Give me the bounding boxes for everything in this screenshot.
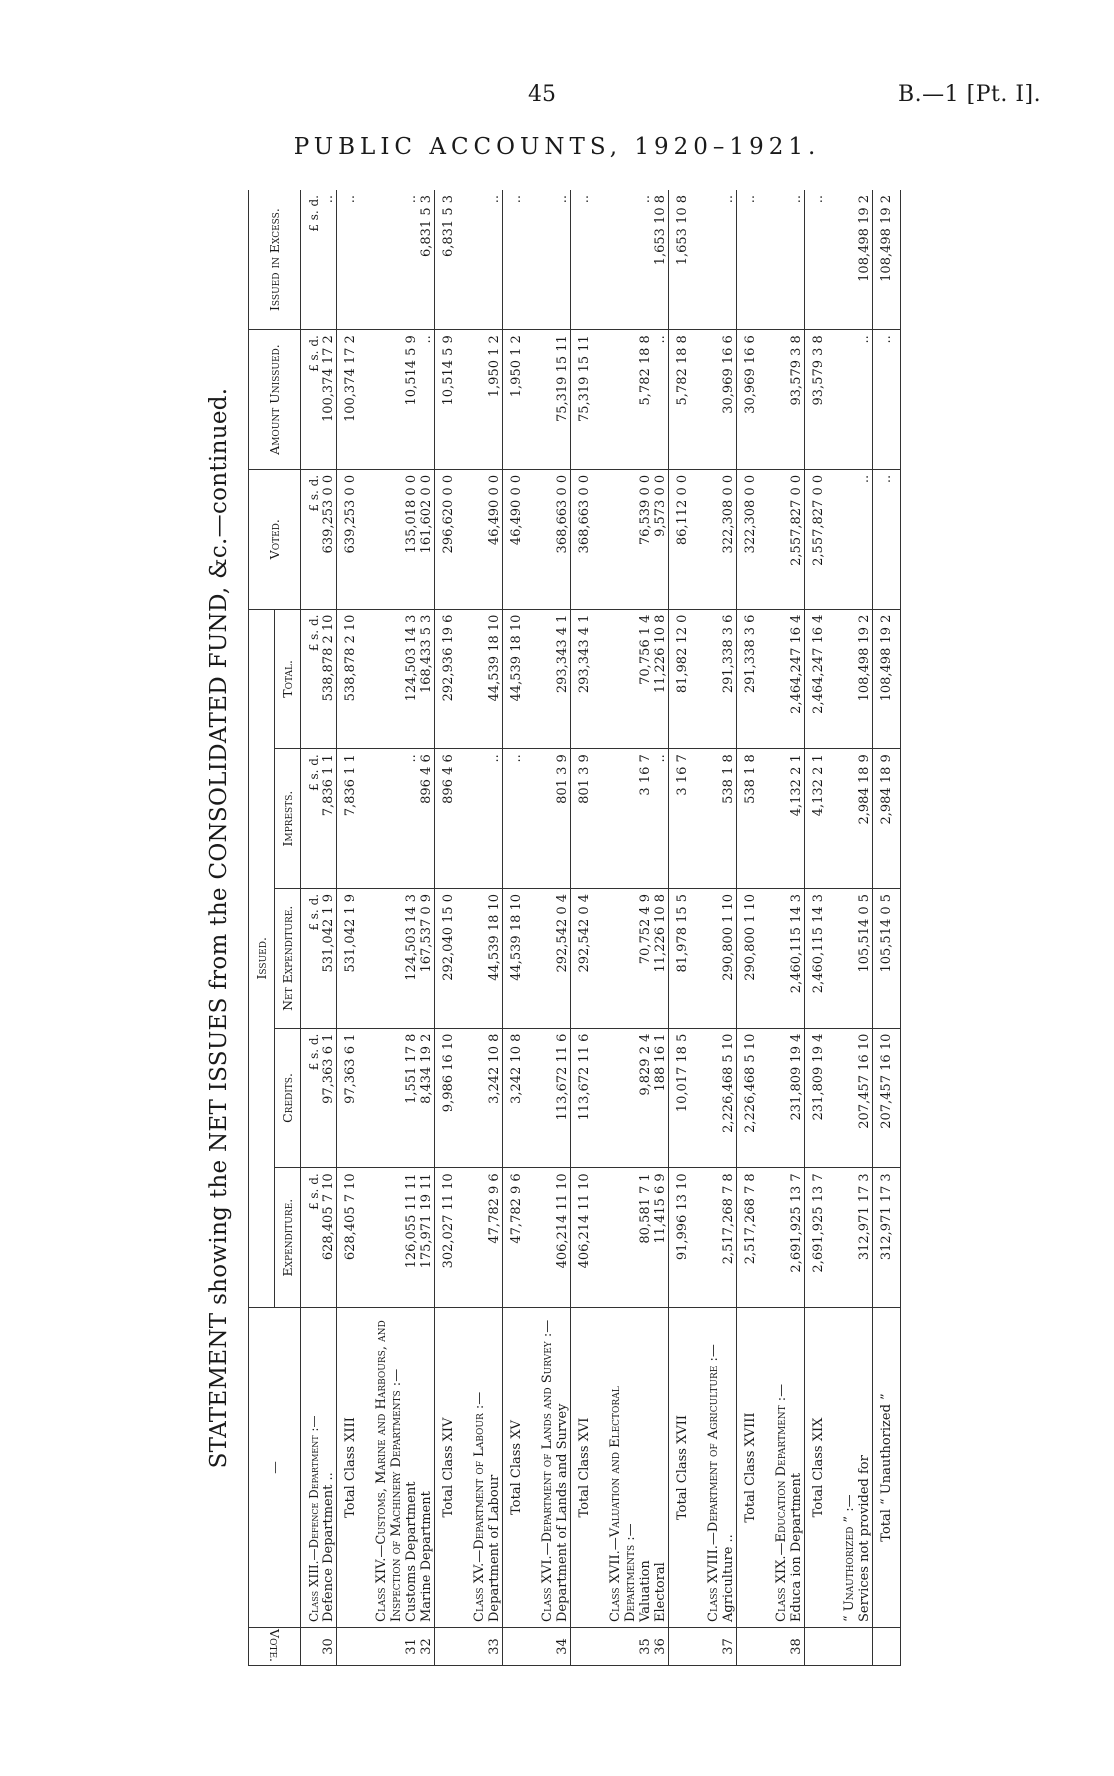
cell-excess: 108,498 19 2 <box>873 190 901 330</box>
cell-credits: 231,809 19 4 <box>789 1028 805 1168</box>
cell-voted: 2,557,827 0 0 <box>805 469 833 609</box>
cell-voted: .. <box>873 469 901 609</box>
cell-expenditure: 80,581 7 1 <box>638 1168 653 1308</box>
cell-total: 538,878 2 10 <box>321 609 337 749</box>
cell-total: 538,878 2 10 <box>337 609 365 749</box>
cell-total: 11,226 10 8 <box>653 609 669 749</box>
table-row <box>419 190 435 1666</box>
cell-credits: 9,986 16 10 <box>435 1028 463 1168</box>
vote-number: 35 <box>638 1628 653 1666</box>
total-label: Total “ Unauthorized ” <box>873 1308 901 1628</box>
cell-net: 290,800 1 10 <box>721 888 737 1028</box>
col-head-desc: — <box>249 1308 301 1628</box>
page-number: 45 <box>528 82 556 107</box>
vote-number: 37 <box>721 1628 737 1666</box>
cell-excess: 6,831 5 3 <box>435 190 463 330</box>
cell-credits: 97,363 6 1 <box>337 1028 365 1168</box>
statement-table <box>248 190 901 1666</box>
class18-heading-row <box>696 190 721 1666</box>
col-head-expenditure: Expenditure. <box>275 1168 301 1308</box>
cell-expenditure: 47,782 9 6 <box>503 1168 531 1308</box>
class19-heading: Class XIX.—Education Department :— <box>764 1308 789 1628</box>
table-row <box>555 190 571 1666</box>
cell-excess: .. <box>487 190 503 330</box>
cell-imprests: 896 4 6 <box>435 749 463 889</box>
cell-excess: 1,653 10 8 <box>653 190 669 330</box>
col-head-voted: Voted. <box>249 469 301 609</box>
total-label: Total Class XVI <box>571 1308 599 1628</box>
cell-net: 105,514 0 5 <box>873 888 901 1028</box>
table-row <box>638 190 653 1666</box>
class18-heading: Class XVIII.—Department of Agriculture :— <box>696 1308 721 1628</box>
row-label: Customs Department <box>404 1308 419 1628</box>
cell-imprests: .. <box>653 749 669 889</box>
cell-total: 291,338 3 6 <box>737 609 765 749</box>
cell-unissued: 30,969 16 6 <box>737 330 765 470</box>
cell-voted: .. <box>857 469 873 609</box>
cell-total: 44,539 18 10 <box>487 609 503 749</box>
cell-imprests: 4,132 2 1 <box>789 749 805 889</box>
cell-expenditure: 2,691,925 13 7 <box>789 1168 805 1308</box>
cell-credits: 2,226,468 5 10 <box>721 1028 737 1168</box>
unauthorized-heading: “ Unauthorized ” :— <box>832 1308 857 1628</box>
cell-expenditure: 312,971 17 3 <box>857 1168 873 1308</box>
row-label: Marine Department <box>419 1308 435 1628</box>
class17-heading-row <box>598 190 638 1666</box>
cell-unissued: 1,950 1 2 <box>503 330 531 470</box>
col-head-net-expenditure: Net Expenditure. <box>275 888 301 1028</box>
cell-credits: 113,672 11 6 <box>571 1028 599 1168</box>
cell-expenditure: 312,971 17 3 <box>873 1168 901 1308</box>
cell-expenditure: 406,214 11 10 <box>555 1168 571 1308</box>
cell-expenditure: 11,415 6 9 <box>653 1168 669 1308</box>
col-head-credits: Credits. <box>275 1028 301 1168</box>
vote-number: 36 <box>653 1628 669 1666</box>
cell-unissued: .. <box>857 330 873 470</box>
table-row <box>653 190 669 1666</box>
vote-number: 34 <box>555 1628 571 1666</box>
cell-voted: 135,018 0 0 <box>404 469 419 609</box>
cell-excess: .. <box>571 190 599 330</box>
cell-net: 2,460,115 14 3 <box>805 888 833 1028</box>
cell-excess: .. <box>789 190 805 330</box>
cell-net: 292,542 0 4 <box>571 888 599 1028</box>
cell-expenditure: 91,996 13 10 <box>669 1168 697 1308</box>
page-reference: B.—1 [Pt. I]. <box>898 82 1042 107</box>
cell-credits: 113,672 11 6 <box>555 1028 571 1168</box>
cell-total: 168,433 5 3 <box>419 609 435 749</box>
cell-excess: .. <box>805 190 833 330</box>
cell-imprests: 538 1 8 <box>721 749 737 889</box>
cell-voted: 161,602 0 0 <box>419 469 435 609</box>
unit-label: £ s. d. <box>301 190 322 330</box>
class16-heading: Class XVI.—Department of Lands and Survey :— <box>530 1308 555 1628</box>
col-head-unissued: Amount Unissued. <box>249 330 301 470</box>
cell-voted: 46,490 0 0 <box>503 469 531 609</box>
cell-unissued: 75,319 15 11 <box>571 330 599 470</box>
cell-net: 290,800 1 10 <box>737 888 765 1028</box>
table-row <box>321 190 337 1666</box>
cell-imprests: 3 16 7 <box>638 749 653 889</box>
cell-expenditure: 126,055 11 11 <box>404 1168 419 1308</box>
cell-net: 70,752 4 9 <box>638 888 653 1028</box>
cell-imprests: 2,984 18 9 <box>857 749 873 889</box>
class13-heading-row <box>301 190 322 1666</box>
cell-expenditure: 628,405 7 10 <box>337 1168 365 1308</box>
cell-net: 292,040 15 0 <box>435 888 463 1028</box>
cell-net: 531,042 1 9 <box>337 888 365 1028</box>
cell-total: 108,498 19 2 <box>873 609 901 749</box>
col-head-issued: Issued. <box>249 609 275 1307</box>
row-label: Department of Lands and Survey <box>555 1308 571 1628</box>
cell-expenditure: 302,027 11 10 <box>435 1168 463 1308</box>
cell-unissued: 5,782 18 8 <box>669 330 697 470</box>
cell-imprests: 801 3 9 <box>571 749 599 889</box>
class14-heading: Class XIV.—Customs, Marine and Harbours, and Inspection of Machinery Departments :— <box>364 1308 404 1628</box>
cell-imprests: .. <box>404 749 419 889</box>
cell-total: 293,343 4 1 <box>555 609 571 749</box>
cell-unissued: .. <box>653 330 669 470</box>
cell-imprests: 3 16 7 <box>669 749 697 889</box>
total-row <box>435 190 463 1666</box>
cell-excess: .. <box>337 190 365 330</box>
cell-excess: 6,831 5 3 <box>419 190 435 330</box>
rotated-statement <box>190 190 1075 1666</box>
cell-net: 292,542 0 4 <box>555 888 571 1028</box>
cell-credits: 3,242 10 8 <box>487 1028 503 1168</box>
unit-label: £ s. d. <box>301 749 322 889</box>
cell-voted: 322,308 0 0 <box>721 469 737 609</box>
cell-imprests: 4,132 2 1 <box>805 749 833 889</box>
cell-total: 2,464,247 16 4 <box>789 609 805 749</box>
cell-imprests: .. <box>503 749 531 889</box>
cell-excess: .. <box>638 190 653 330</box>
total-label: Total Class XIV <box>435 1308 463 1628</box>
class14-heading-row <box>364 190 404 1666</box>
unauthorized-heading-row <box>832 190 857 1666</box>
total-row <box>669 190 697 1666</box>
cell-total: 292,936 19 6 <box>435 609 463 749</box>
cell-imprests: 7,836 1 1 <box>337 749 365 889</box>
table-row <box>487 190 503 1666</box>
cell-imprests: 538 1 8 <box>737 749 765 889</box>
cell-voted: 9,573 0 0 <box>653 469 669 609</box>
statement-caption: STATEMENT showing the NET ISSUES from the CONSOLIDATED FUND, &c.—continued. <box>206 387 232 1469</box>
table-row <box>857 190 873 1666</box>
cell-credits: 97,363 6 1 <box>321 1028 337 1168</box>
row-label: Valuation <box>638 1308 653 1628</box>
row-label: Agriculture .. <box>721 1308 737 1628</box>
cell-unissued: 100,374 17 2 <box>321 330 337 470</box>
cell-expenditure: 2,517,268 7 8 <box>737 1168 765 1308</box>
cell-net: 81,978 15 5 <box>669 888 697 1028</box>
cell-excess: 108,498 19 2 <box>857 190 873 330</box>
cell-unissued: .. <box>419 330 435 470</box>
cell-excess: .. <box>721 190 737 330</box>
cell-net: 105,514 0 5 <box>857 888 873 1028</box>
cell-voted: 368,663 0 0 <box>571 469 599 609</box>
cell-imprests: 2,984 18 9 <box>873 749 901 889</box>
row-label: Services not provided for <box>857 1308 873 1628</box>
cell-excess: 1,653 10 8 <box>669 190 697 330</box>
cell-total: 70,756 1 4 <box>638 609 653 749</box>
cell-unissued: 93,579 3 8 <box>789 330 805 470</box>
cell-voted: 86,112 0 0 <box>669 469 697 609</box>
cell-excess: .. <box>503 190 531 330</box>
cell-voted: 322,308 0 0 <box>737 469 765 609</box>
cell-total: 291,338 3 6 <box>721 609 737 749</box>
cell-credits: 188 16 1 <box>653 1028 669 1168</box>
class17-heading: Class XVII.—Valuation and Electoral Departments :— <box>598 1308 638 1628</box>
cell-unissued: 30,969 16 6 <box>721 330 737 470</box>
cell-net: 531,042 1 9 <box>321 888 337 1028</box>
cell-credits: 3,242 10 8 <box>503 1028 531 1168</box>
col-head-imprests: Imprests. <box>275 749 301 889</box>
header-row-1 <box>249 190 275 1666</box>
table-row <box>404 190 419 1666</box>
cell-credits: 207,457 16 10 <box>857 1028 873 1168</box>
table-row <box>721 190 737 1666</box>
total-row <box>571 190 599 1666</box>
cell-unissued: 5,782 18 8 <box>638 330 653 470</box>
class15-heading: Class XV.—Department of Labour :— <box>462 1308 487 1628</box>
col-head-vote: Vote. <box>249 1628 301 1666</box>
cell-credits: 231,809 19 4 <box>805 1028 833 1168</box>
total-row <box>805 190 833 1666</box>
row-label: Educa ion Department <box>789 1308 805 1628</box>
col-head-total: Total. <box>275 609 301 749</box>
vote-number: 32 <box>419 1628 435 1666</box>
cell-imprests: 7,836 1 1 <box>321 749 337 889</box>
cell-unissued: 100,374 17 2 <box>337 330 365 470</box>
cell-unissued: 10,514 5 9 <box>404 330 419 470</box>
cell-excess: .. <box>404 190 419 330</box>
vote-number: 30 <box>321 1628 337 1666</box>
total-label: Total Class XV <box>503 1308 531 1628</box>
cell-imprests: 896 4 6 <box>419 749 435 889</box>
cell-credits: 1,551 17 8 <box>404 1028 419 1168</box>
total-row <box>337 190 365 1666</box>
cell-total: 81,982 12 0 <box>669 609 697 749</box>
cell-credits: 207,457 16 10 <box>873 1028 901 1168</box>
cell-voted: 639,253 0 0 <box>337 469 365 609</box>
cell-unissued: 1,950 1 2 <box>487 330 503 470</box>
cell-expenditure: 628,405 7 10 <box>321 1168 337 1308</box>
cell-net: 11,226 10 8 <box>653 888 669 1028</box>
cell-voted: 46,490 0 0 <box>487 469 503 609</box>
cell-total: 293,343 4 1 <box>571 609 599 749</box>
cell-credits: 9,829 2 4 <box>638 1028 653 1168</box>
total-label: Total Class XIX <box>805 1308 833 1628</box>
unit-label: £ s. d. <box>301 888 322 1028</box>
class19-heading-row <box>764 190 789 1666</box>
cell-expenditure: 47,782 9 6 <box>487 1168 503 1308</box>
cell-excess: .. <box>321 190 337 330</box>
col-head-excess: Issued in Excess. <box>249 190 301 330</box>
unit-label: £ s. d. <box>301 330 322 470</box>
class15-heading-row <box>462 190 487 1666</box>
unit-label: £ s. d. <box>301 609 322 749</box>
cell-expenditure: 2,517,268 7 8 <box>721 1168 737 1308</box>
vote-number: 33 <box>487 1628 503 1666</box>
cell-unissued: .. <box>873 330 901 470</box>
cell-voted: 639,253 0 0 <box>321 469 337 609</box>
row-label: Electoral <box>653 1308 669 1628</box>
cell-credits: 8,434 19 2 <box>419 1028 435 1168</box>
unit-label: £ s. d. <box>301 469 322 609</box>
cell-credits: 10,017 18 5 <box>669 1028 697 1168</box>
vote-number: 38 <box>789 1628 805 1666</box>
page-title: PUBLIC ACCOUNTS, 1920–1921. <box>293 134 821 160</box>
cell-voted: 368,663 0 0 <box>555 469 571 609</box>
cell-excess: .. <box>737 190 765 330</box>
cell-net: 167,537 0 9 <box>419 888 435 1028</box>
cell-expenditure: 406,214 11 10 <box>571 1168 599 1308</box>
cell-net: 44,539 18 10 <box>487 888 503 1028</box>
vote-number: 31 <box>404 1628 419 1666</box>
cell-imprests: .. <box>487 749 503 889</box>
total-row <box>503 190 531 1666</box>
cell-credits: 2,226,468 5 10 <box>737 1028 765 1168</box>
cell-net: 2,460,115 14 3 <box>789 888 805 1028</box>
cell-unissued: 10,514 5 9 <box>435 330 463 470</box>
cell-unissued: 93,579 3 8 <box>805 330 833 470</box>
unit-label: £ s. d. <box>301 1028 322 1168</box>
cell-imprests: 801 3 9 <box>555 749 571 889</box>
cell-voted: 296,620 0 0 <box>435 469 463 609</box>
cell-total: 44,539 18 10 <box>503 609 531 749</box>
unit-label: £ s. d. <box>301 1168 322 1308</box>
total-label: Total Class XVIII <box>737 1308 765 1628</box>
cell-voted: 2,557,827 0 0 <box>789 469 805 609</box>
cell-total: 108,498 19 2 <box>857 609 873 749</box>
cell-voted: 76,539 0 0 <box>638 469 653 609</box>
class16-heading-row <box>530 190 555 1666</box>
cell-expenditure: 2,691,925 13 7 <box>805 1168 833 1308</box>
row-label: Department of Labour <box>487 1308 503 1628</box>
table-row <box>789 190 805 1666</box>
cell-excess: .. <box>555 190 571 330</box>
cell-expenditure: 175,971 19 11 <box>419 1168 435 1308</box>
total-row <box>737 190 765 1666</box>
cell-net: 124,503 14 3 <box>404 888 419 1028</box>
total-row <box>873 190 901 1666</box>
total-label: Total Class XIII <box>337 1308 365 1628</box>
class13-heading: Class XIII.—Defence Department :— <box>301 1308 322 1628</box>
cell-unissued: 75,319 15 11 <box>555 330 571 470</box>
row-label: Defence Department .. <box>321 1308 337 1628</box>
cell-total: 124,503 14 3 <box>404 609 419 749</box>
cell-total: 2,464,247 16 4 <box>805 609 833 749</box>
total-label: Total Class XVII <box>669 1308 697 1628</box>
cell-net: 44,539 18 10 <box>503 888 531 1028</box>
